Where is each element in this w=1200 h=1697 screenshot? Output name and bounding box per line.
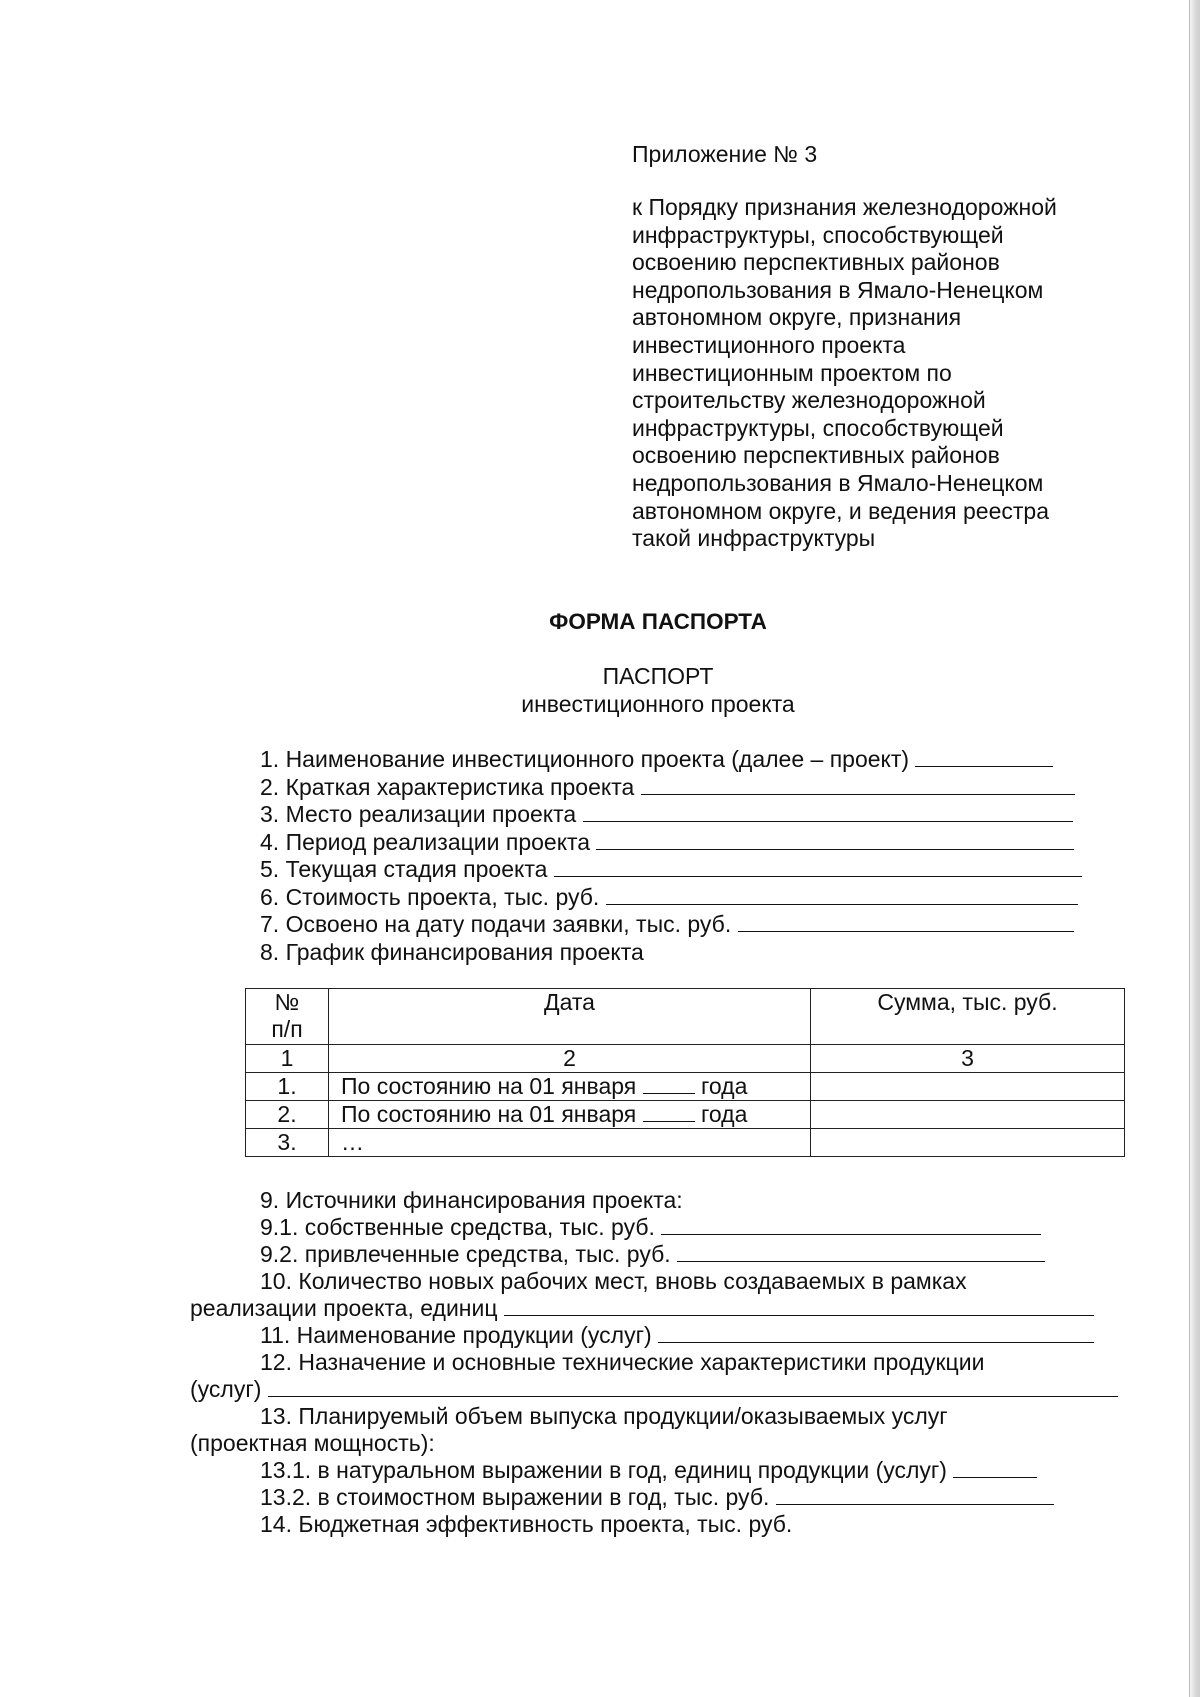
fill-in-line[interactable] (953, 1458, 1037, 1478)
word: 10. Количество (260, 1268, 422, 1294)
word: характеристики (700, 1349, 867, 1375)
item-label: 9.2. привлеченные средства, тыс. руб. (260, 1241, 671, 1267)
table-row (246, 1129, 1125, 1157)
fill-in-line[interactable] (596, 830, 1074, 850)
word: рабочих (500, 1268, 588, 1294)
header-num-line2: п/п (271, 1016, 303, 1042)
row-sum[interactable] (811, 1073, 1125, 1101)
fill-in-line[interactable] (677, 1242, 1045, 1262)
appendix-line: инвестиционного проекта (632, 331, 906, 358)
item-label: 13.1. в натуральном выражении в год, единиц продукции (услуг) (260, 1457, 947, 1483)
word: новых (428, 1268, 495, 1294)
fill-in-line[interactable] (738, 912, 1074, 932)
item-label: 4. Период реализации проекта (260, 828, 591, 855)
item-4 (260, 829, 1082, 857)
fill-in-line[interactable] (606, 885, 1078, 905)
row-sum[interactable] (811, 1129, 1125, 1157)
item-13-2 (190, 1484, 1126, 1511)
page-edge-shadow (1189, 0, 1200, 1697)
appendix-line: освоению перспективных районов (632, 249, 1000, 276)
item-10-continuation (190, 1295, 1126, 1322)
word: продукции/оказываемых (623, 1403, 886, 1429)
fill-in-line[interactable] (661, 1215, 1041, 1235)
row-date (329, 1073, 811, 1101)
item-5 (260, 856, 1082, 884)
item-label: 1. Наименование инвестиционного проекта (далее – проект) (260, 746, 910, 772)
item-2 (260, 774, 1082, 802)
fill-in-line[interactable] (915, 747, 1053, 767)
passport-items (260, 746, 1082, 966)
row-date (329, 1101, 811, 1129)
appendix-line: инвестиционным проектом по (632, 359, 952, 386)
word: продукции (873, 1349, 985, 1375)
row-num: 3. (246, 1129, 329, 1157)
item-label: 5. Текущая стадия проекта (260, 856, 548, 882)
item-label: 11. Наименование продукции (услуг) (260, 1322, 652, 1348)
item-label: 13.2. в стоимостном выражении в год, тыс. руб. (260, 1484, 770, 1510)
word: в (871, 1268, 884, 1294)
passport-title: ПАСПОРТ (602, 663, 714, 689)
item-13 (190, 1403, 1126, 1430)
item-10 (190, 1268, 1126, 1295)
row-date-suffix: года (701, 1073, 748, 1099)
word: основные (451, 1349, 556, 1375)
table-row (246, 1073, 1125, 1101)
fill-in-line[interactable] (658, 1323, 1094, 1343)
row-date-prefix: … (341, 1129, 364, 1155)
item-label: 6. Стоимость проекта, тыс. руб. (260, 883, 600, 910)
item-1 (260, 746, 1082, 774)
index-cell: 1 (246, 1045, 329, 1073)
fill-in-line[interactable] (776, 1485, 1054, 1505)
item-label: 8. График финансирования проекта (260, 938, 644, 965)
index-cell: 2 (329, 1045, 811, 1073)
word: технические (562, 1349, 694, 1375)
item-9-1 (190, 1214, 1126, 1241)
item-12 (190, 1349, 1126, 1376)
row-date-suffix: года (701, 1101, 748, 1127)
appendix-line: к Порядку признания железнодорожной (632, 194, 1057, 220)
item-8 (260, 939, 1082, 967)
year-fill-line[interactable] (643, 1074, 695, 1094)
appendix-title: Приложение № 3 (632, 141, 818, 167)
item-14 (190, 1511, 1126, 1538)
row-num: 1. (246, 1073, 329, 1101)
item-label: 3. Место реализации проекта (260, 801, 577, 827)
item-13-continuation (190, 1430, 1126, 1457)
table-index-row (246, 1045, 1125, 1073)
header-date: Дата (329, 989, 811, 1045)
item-9 (190, 1187, 1126, 1214)
fill-in-line[interactable] (641, 775, 1075, 795)
appendix-line: строительству железнодорожной (632, 387, 986, 414)
item-label: (услуг) (190, 1376, 262, 1402)
item-label: 9. Источники финансирования проекта: (260, 1187, 683, 1213)
item-11 (190, 1322, 1126, 1349)
header-num-line1: № (274, 989, 300, 1015)
fill-in-line[interactable] (554, 857, 1082, 877)
fill-in-line[interactable] (504, 1296, 1094, 1316)
item-12-continuation (190, 1376, 1126, 1403)
item-label: реализации проекта, единиц (190, 1295, 498, 1321)
row-date-prefix: По состоянию на 01 января (341, 1101, 637, 1127)
word: рамках (890, 1268, 967, 1294)
item-7 (260, 911, 1082, 939)
word: вновь (655, 1268, 717, 1294)
item-6 (260, 884, 1082, 912)
table-header-row (246, 989, 1125, 1045)
index-cell: 3 (811, 1045, 1125, 1073)
passport-items-continued (190, 1187, 1126, 1538)
header-num (246, 989, 329, 1045)
row-num: 2. (246, 1101, 329, 1129)
word: 13. Планируемый (260, 1403, 449, 1429)
row-date-prefix: По состоянию на 01 января (341, 1073, 637, 1099)
item-label: 7. Освоено на дату подачи заявки, тыс. руб. (260, 911, 732, 937)
item-13-1 (190, 1457, 1126, 1484)
row-sum[interactable] (811, 1101, 1125, 1129)
form-title: ФОРМА ПАСПОРТА (549, 609, 767, 634)
fill-in-line[interactable] (268, 1377, 1118, 1397)
fill-in-line[interactable] (583, 802, 1073, 822)
item-3 (260, 801, 1082, 829)
appendix-line: освоению перспективных районов (632, 442, 1000, 469)
appendix-line: такой инфраструктуры (632, 525, 876, 552)
row-date (329, 1129, 811, 1157)
appendix-line: автономном округе, и ведения реестра (632, 497, 1049, 524)
appendix-line: инфраструктуры, способствующей (632, 221, 1004, 248)
year-fill-line[interactable] (643, 1102, 695, 1122)
item-label: (проектная мощность): (190, 1430, 435, 1456)
header-sum: Сумма, тыс. руб. (811, 989, 1125, 1045)
appendix-line: автономном округе, признания (632, 304, 962, 331)
passport-subtitle: инвестиционного проекта (521, 691, 795, 717)
word: выпуска (529, 1403, 617, 1429)
item-label: 14. Бюджетная эффективность проекта, тыс. руб. (260, 1511, 793, 1537)
appendix-line: инфраструктуры, способствующей (632, 414, 1004, 441)
word: и (432, 1349, 446, 1375)
word: объем (454, 1403, 523, 1429)
appendix-reference (632, 194, 1102, 553)
word: мест, (594, 1268, 649, 1294)
item-label: 9.1. собственные средства, тыс. руб. (260, 1214, 655, 1240)
word: 12. Назначение (260, 1349, 427, 1375)
item-label: 2. Краткая характеристика проекта (260, 773, 635, 800)
word: создаваемых (723, 1268, 866, 1294)
table-row (246, 1101, 1125, 1129)
appendix-line: недропользования в Ямало-Ненецком (632, 469, 1044, 496)
word: услуг (891, 1403, 948, 1429)
financing-schedule-table (245, 988, 1125, 1157)
appendix-line: недропользования в Ямало-Ненецком (632, 276, 1044, 303)
item-9-2 (190, 1241, 1126, 1268)
